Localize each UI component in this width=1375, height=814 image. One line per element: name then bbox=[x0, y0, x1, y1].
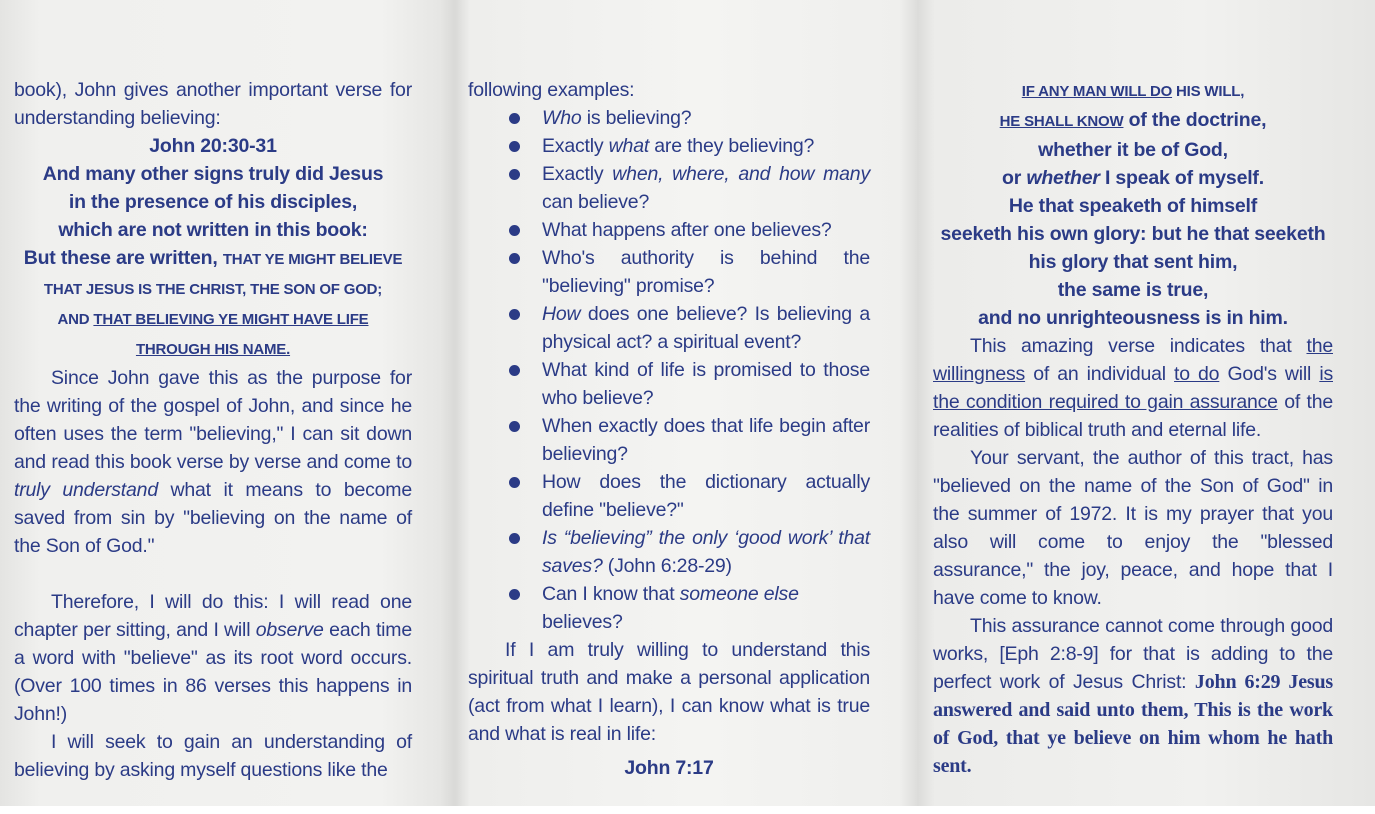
body-paragraph: Therefore, I will do this: I will read one chapter per sitting, and I will observe each time a word with "believe" as its root word occurs. (Over 100 times in 86 verses this happens in John!) bbox=[14, 591, 412, 725]
verse-line: IF ANY MAN WILL DO HIS WILL, bbox=[1021, 83, 1245, 100]
list-item: What kind of life is promised to those who believe? bbox=[468, 356, 870, 412]
list-item: How does one believe? Is believing a physical act? a spiritual event? bbox=[468, 300, 870, 356]
list-item: Who's authority is behind the "believing" promise? bbox=[468, 244, 870, 300]
column-right bbox=[933, 76, 1333, 780]
list-item: How does the dictionary actually define "believe?" bbox=[468, 468, 870, 524]
body-paragraph: This amazing verse indicates that the willingness of an individual to do God's will is the condition required to gain assurance of the realities of biblical truth and eternal life. bbox=[933, 335, 1333, 441]
list-item: Exactly what are they believing? bbox=[468, 132, 870, 160]
verse-line: THROUGH HIS NAME. bbox=[135, 341, 291, 358]
bullet-icon bbox=[509, 309, 520, 320]
body-paragraph: Since John gave this as the purpose for the writing of the gospel of John, and since he often uses the term "believing," I can sit down and read this book verse by verse and come to truly understand what it means to become saved from sin by "believing on the name of the Son of God." bbox=[14, 367, 412, 557]
body-paragraph: Your servant, the author of this tract, has "believed on the name of the Son of God" in the summer of 1972. It is my prayer that you also will come to enjoy the "blessed assurance," the joy, peace, and hope that I have come to know. bbox=[933, 447, 1333, 609]
verse-line: which are not written in this book: bbox=[58, 219, 368, 241]
list-item: Can I know that someone else believes? bbox=[468, 580, 870, 636]
list-item: What happens after one believes? bbox=[468, 216, 870, 244]
bullet-icon bbox=[509, 141, 520, 152]
verse-line: or whether I speak of myself. bbox=[1002, 167, 1264, 189]
column-left bbox=[14, 76, 412, 784]
verse-line: and no unrighteousness is in him. bbox=[978, 307, 1288, 329]
verse-line: in the presence of his disciples, bbox=[68, 191, 358, 213]
list-item: Exactly when, where, and how many can believe? bbox=[468, 160, 870, 216]
verse-line: And many other signs truly did Jesus bbox=[42, 163, 384, 185]
verse-line: seeketh his own glory: but he that seeketh bbox=[940, 223, 1326, 245]
column-middle bbox=[468, 76, 870, 782]
verse-reference: John 20:30-31 bbox=[149, 135, 277, 157]
verse-line: his glory that sent him, bbox=[1028, 251, 1238, 273]
bullet-icon bbox=[509, 421, 520, 432]
verse-line: the same is true, bbox=[1057, 279, 1209, 301]
body-paragraph: This assurance cannot come through good works, [Eph 2:8-9] for that is adding to the perfect work of Jesus Christ: John 6:29 Jesus answered and said unto them, This is the work of God, that ye believe on him whom he hath sent. bbox=[933, 615, 1333, 777]
verse-line: THAT JESUS IS THE CHRIST, THE SON OF GOD; bbox=[43, 281, 383, 298]
bullet-icon bbox=[509, 477, 520, 488]
list-item: Is “believing” the only ‘good work’ that saves? (John 6:28-29) bbox=[468, 524, 870, 580]
verse-line: But these are written, THAT YE MIGHT BELIEVE bbox=[23, 247, 403, 269]
intro-paragraph: book), John gives another important verse for understanding believing: bbox=[14, 79, 412, 129]
list-item: Who is believing? bbox=[468, 104, 870, 132]
bullet-icon bbox=[509, 225, 520, 236]
verse-line: HE SHALL KNOW of the doctrine, bbox=[999, 109, 1267, 131]
bullet-icon bbox=[509, 533, 520, 544]
body-paragraph: If I am truly willing to understand this spiritual truth and make a personal application (act from what I learn), I can know what is true and what is real in life: bbox=[468, 639, 870, 745]
question-list bbox=[468, 104, 870, 636]
bullet-icon bbox=[509, 113, 520, 124]
bullet-icon bbox=[509, 365, 520, 376]
bullet-icon bbox=[509, 589, 520, 600]
body-paragraph: I will seek to gain an understanding of believing by asking myself questions like the bbox=[14, 731, 412, 781]
list-item: When exactly does that life begin after believing? bbox=[468, 412, 870, 468]
verse-line: He that speaketh of himself bbox=[1008, 195, 1258, 217]
list-intro: following examples: bbox=[468, 79, 635, 101]
verse-line: whether it be of God, bbox=[1038, 139, 1228, 161]
bullet-icon bbox=[509, 253, 520, 264]
bullet-icon bbox=[509, 169, 520, 180]
verse-reference: John 7:17 bbox=[624, 757, 714, 779]
verse-line: AND THAT BELIEVING YE MIGHT HAVE LIFE bbox=[57, 311, 369, 328]
